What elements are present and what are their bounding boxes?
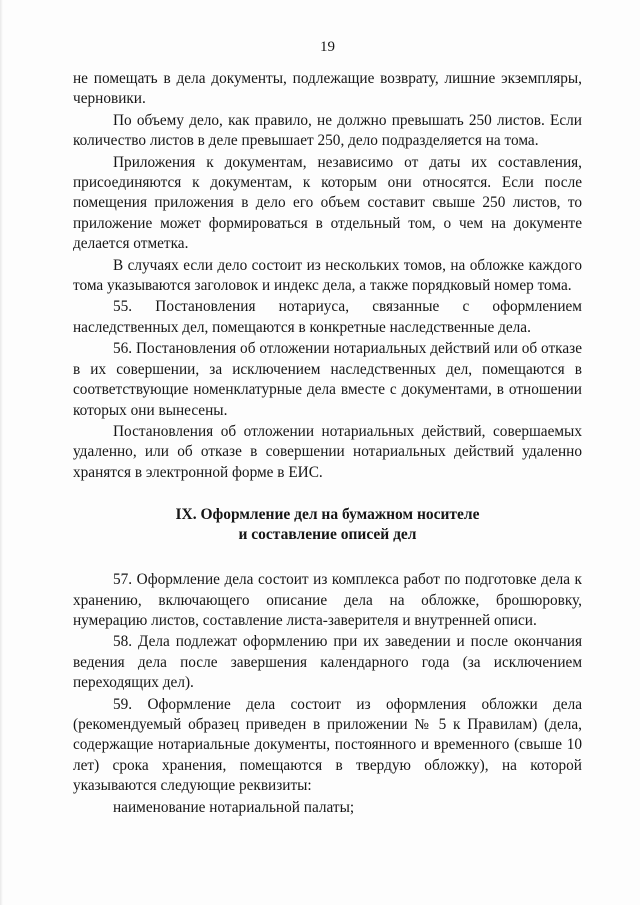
paragraph-item-57: 57. Оформление дела состоит из комплекса работ по подготовке дела к хранению, включающего описание дела на обложке, брошюровку, нумерацию листов, составление листа-заверителя и внутренней описи. [73, 571, 582, 629]
paragraph: В случаях если дело состоит из нескольких томов, на обложке каждого тома указываются заголовок и индекс дела, а также порядковый номер тома. [73, 256, 582, 295]
paragraph-item-58: 58. Дела подлежат оформлению при их заведении и после окончания ведения дела после завершения календарного года (за исключением переходящих дел). [73, 633, 582, 692]
paragraph: Постановления об отложении нотариальных действий, совершаемых удаленно, или об отказе в совершении нотариальных действий удаленно хранятся в электронной форме в ЕИС. [73, 422, 582, 481]
paragraph-item-59: 59. Оформление дела состоит из оформления обложки дела (рекомендуемый образец приведен в приложении № 5 к Правилам) (дела, содержащие нотариальные документы, постоянного и временного (свыше 10 лет) срока хранения, помещаются в твердую обложку), на которой указываются следующие реквизиты: [73, 695, 582, 795]
paragraph: наименование нотариальной палаты; [113, 798, 355, 816]
page-number: 19 [320, 39, 335, 55]
page-edge-shadow [0, 0, 3, 905]
paragraph: По объему дело, как правило, не должно превышать 250 листов. Если количество листов в деле превышает 250, дело подразделяется на тома. [73, 111, 582, 150]
section-heading [73, 505, 582, 545]
document-body [73, 69, 582, 818]
paragraph-item-56: 56. Постановления об отложении нотариальных действий или об отказе в их совершении, за исключением наследственных дел, помещаются в соответствующие номенклатурные дела вместе с документами, в отношении которых они вынесены. [73, 340, 582, 419]
paragraph: не помещать в дела документы, подлежащие возврату, лишние экземпляры, черновики. [73, 70, 582, 108]
paragraph: Приложения к документам, независимо от даты их составления, присоединяются к документам, к которым они относятся. Если после помещения приложения в дело его объем составит свыше 250 листов, то приложение может формироваться в отдельный том, о чем на документе делается отметка. [73, 153, 582, 253]
paragraph-item-55: 55. Постановления нотариуса, связанные с оформлением наследственных дел, помещаются в конкретные наследственные дела. [73, 298, 582, 336]
section-heading-line-2: и составление описей дел [238, 526, 417, 544]
section-heading-line-1: IX. Оформление дел на бумажном носителе [175, 506, 480, 524]
